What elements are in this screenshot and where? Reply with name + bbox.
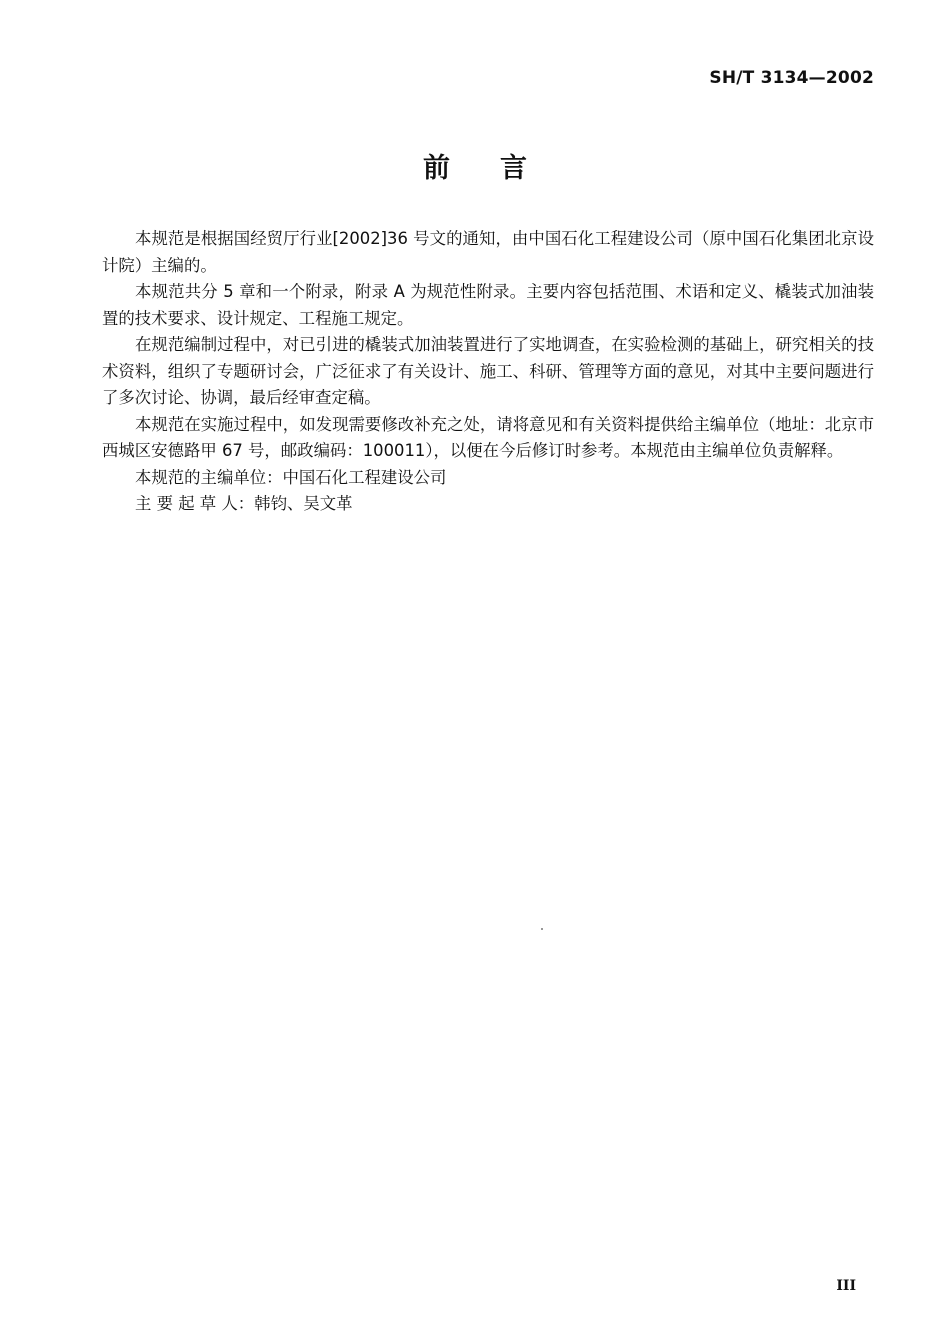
- paragraph-basis: 本规范是根据国经贸厅行业[2002]36 号文的通知，由中国石化工程建设公司（原中国石化集团北京设计院）主编的。: [102, 229, 874, 275]
- paragraph-chief-unit: 本规范的主编单位：中国石化工程建设公司: [135, 467, 447, 487]
- paragraph-structure: 本规范共分 5 章和一个附录，附录 A 为规范性附录。主要内容包括范围、术语和定义、橇装式加油装置的技术要求、设计规定、工程施工规定。: [102, 282, 874, 328]
- paragraph-feedback: 本规范在实施过程中，如发现需要修改补充之处，请将意见和有关资料提供给主编单位（地址：北京市西城区安德路甲 67 号，邮政编码：100011），以便在今后修订时参考。本规范由主编单位负责解释。: [102, 414, 874, 460]
- paragraph-process: 在规范编制过程中，对已引进的橇装式加油装置进行了实地调查，在实验检测的基础上，研究相关的技术资料，组织了专题研讨会，广泛征求了有关设计、施工、科研、管理等方面的意见，对其中主要问题进行了多次讨论、协调，最后经审查定稿。: [102, 335, 874, 407]
- page-number: III: [836, 1278, 856, 1294]
- foreword-body: [102, 226, 874, 518]
- paragraph-drafters: 主 要 起 草 人：韩钧、吴文革: [135, 494, 353, 513]
- page-title: 前言: [423, 153, 577, 184]
- scan-speck: [541, 928, 543, 930]
- standard-code: SH/T 3134—2002: [709, 68, 874, 88]
